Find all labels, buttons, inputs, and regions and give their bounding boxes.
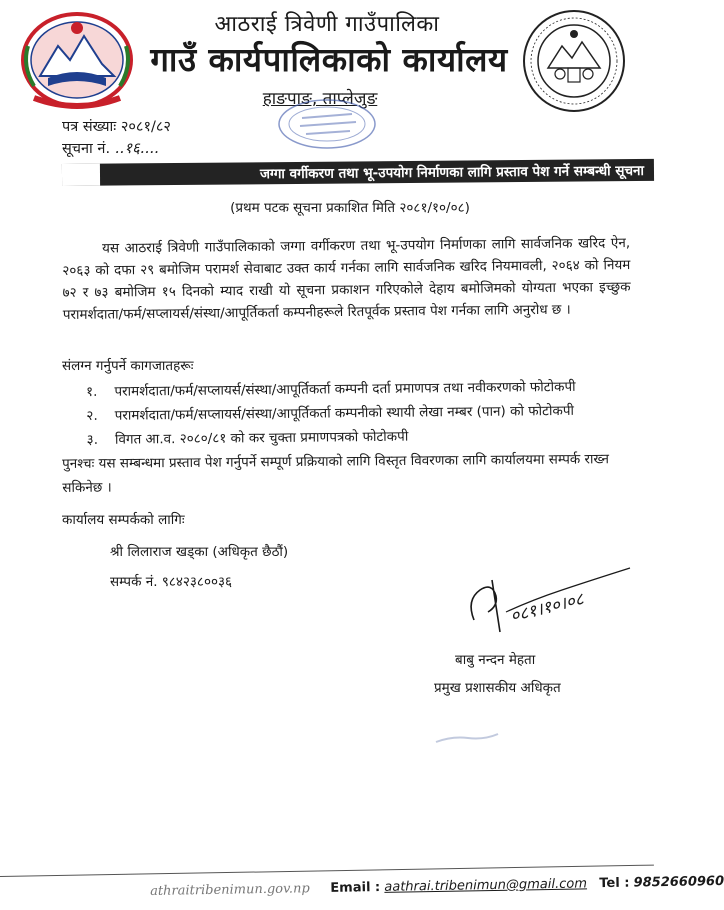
signer-name: बाबु नन्दन मेहता [455, 652, 536, 668]
notice-title: जग्गा वर्गीकरण तथा भू-उपयोग निर्माणका लागि प्रस्ताव पेश गर्ने सम्बन्धी सूचना [259, 162, 645, 183]
footer-email-label: Email : [330, 879, 381, 896]
banner-gap [62, 164, 100, 186]
municipality-logo-icon [518, 6, 630, 116]
list-item-text: विगत आ.व. २०८०/८१ को कर चुक्ता प्रमाणपत्रको फोटोकपी [114, 428, 409, 448]
list-item-text: परामर्शदाता/फर्म/सप्लायर्स/संस्था/आपूर्तिकर्ता कम्पनीको स्थायी लेखा नम्बर (पान) को फोटोकपी [114, 402, 575, 424]
letter-number [62, 116, 171, 136]
attachments-list [86, 374, 627, 452]
footer-website: athraitribenimun.gov.np [150, 881, 310, 899]
footer-divider [0, 865, 654, 877]
list-item-number: २. [86, 407, 98, 424]
notice-body [62, 232, 631, 326]
attachments-heading: संलग्न गर्नुपर्ने कागजातहरूः [62, 358, 194, 374]
notice-number [62, 138, 159, 158]
contact-phone: सम्पर्क नं. ९८४२३८००३६ [110, 574, 233, 590]
list-item-number: ३. [86, 431, 99, 448]
footer-email: aathrai.tribenimun@gmail.com [384, 876, 588, 895]
notice-body-text: यस आठराई त्रिवेणी गाउँपालिकाको जग्गा वर्गीकरण तथा भू-उपयोग निर्माणका लागि सार्वजनिक खरिद ऐन, २०६३ को दफा २९ बमोजिम परामर्श सेवाबाट उक्त कार्य गर्नका लागि सार्वजनिक खरिद नियमावली, २०६४ को नियम ७२ र ७३ बमोजिम १५ दिनको म्याद राखी यो सूचना प्रकाशन गरिएकोले देहाय बमोजिमको योग्यता भएका इच्छुक परामर्शदाता/फर्म/सप्लायर्स/संस्था/आपूर्तिकर्ता कम्पनीहरूले रितपूर्वक प्रस्ताव पेश गर्नका लागि अनुरोध छ । [62, 235, 631, 323]
office-location: हाङपाङ, ताप्लेजुङ [262, 89, 378, 109]
footer-contact [150, 873, 724, 899]
footer-tel: 9852660960 [633, 873, 724, 891]
faint-stamp-icon [432, 730, 502, 748]
signature-date: ०८१।१०।०८ [508, 589, 586, 627]
municipality-name: आठराई त्रिवेणी गाउँपालिका [214, 12, 440, 37]
notice-number-value: ..१६.... [114, 139, 159, 157]
letter-number-value: २०८१/८२ [120, 119, 171, 135]
footer-tel-label: Tel : [599, 875, 630, 892]
handwritten-signature-icon [462, 560, 642, 640]
first-published-date: (प्रथम पटक सूचना प्रकाशित मिति २०८१/१०/०८) [230, 200, 470, 216]
contact-heading: कार्यालय सम्पर्कको लागिः [62, 512, 185, 528]
postscript: पुनश्चः यस सम्बन्धमा प्रस्ताव पेश गर्नुपर्ने सम्पूर्ण प्रक्रियाको लागि विस्तृत विवरणका लागि कार्यालयमा सम्पर्क राख्न सकिनेछ । [62, 451, 610, 496]
list-item-text: परामर्शदाता/फर्म/सप्लायर्स/संस्था/आपूर्तिकर्ता कम्पनी दर्ता प्रमाणपत्र तथा नवीकरणको फोटोकपी [114, 378, 576, 400]
notice-title-banner [62, 159, 654, 186]
notice-number-label: सूचना नं. [62, 141, 111, 157]
letter-number-label: पत्र संख्याः [62, 119, 117, 135]
contact-person: श्री लिलाराज खड्का (अधिकृत छैठौं) [110, 544, 289, 560]
signer-title: प्रमुख प्रशासकीय अधिकृत [434, 680, 561, 696]
office-name: गाउँ कार्यपालिकाको कार्यालय [150, 40, 508, 79]
nepal-emblem-icon [18, 6, 136, 110]
list-item-number: १. [86, 383, 98, 400]
office-stamp-icon [272, 92, 382, 154]
